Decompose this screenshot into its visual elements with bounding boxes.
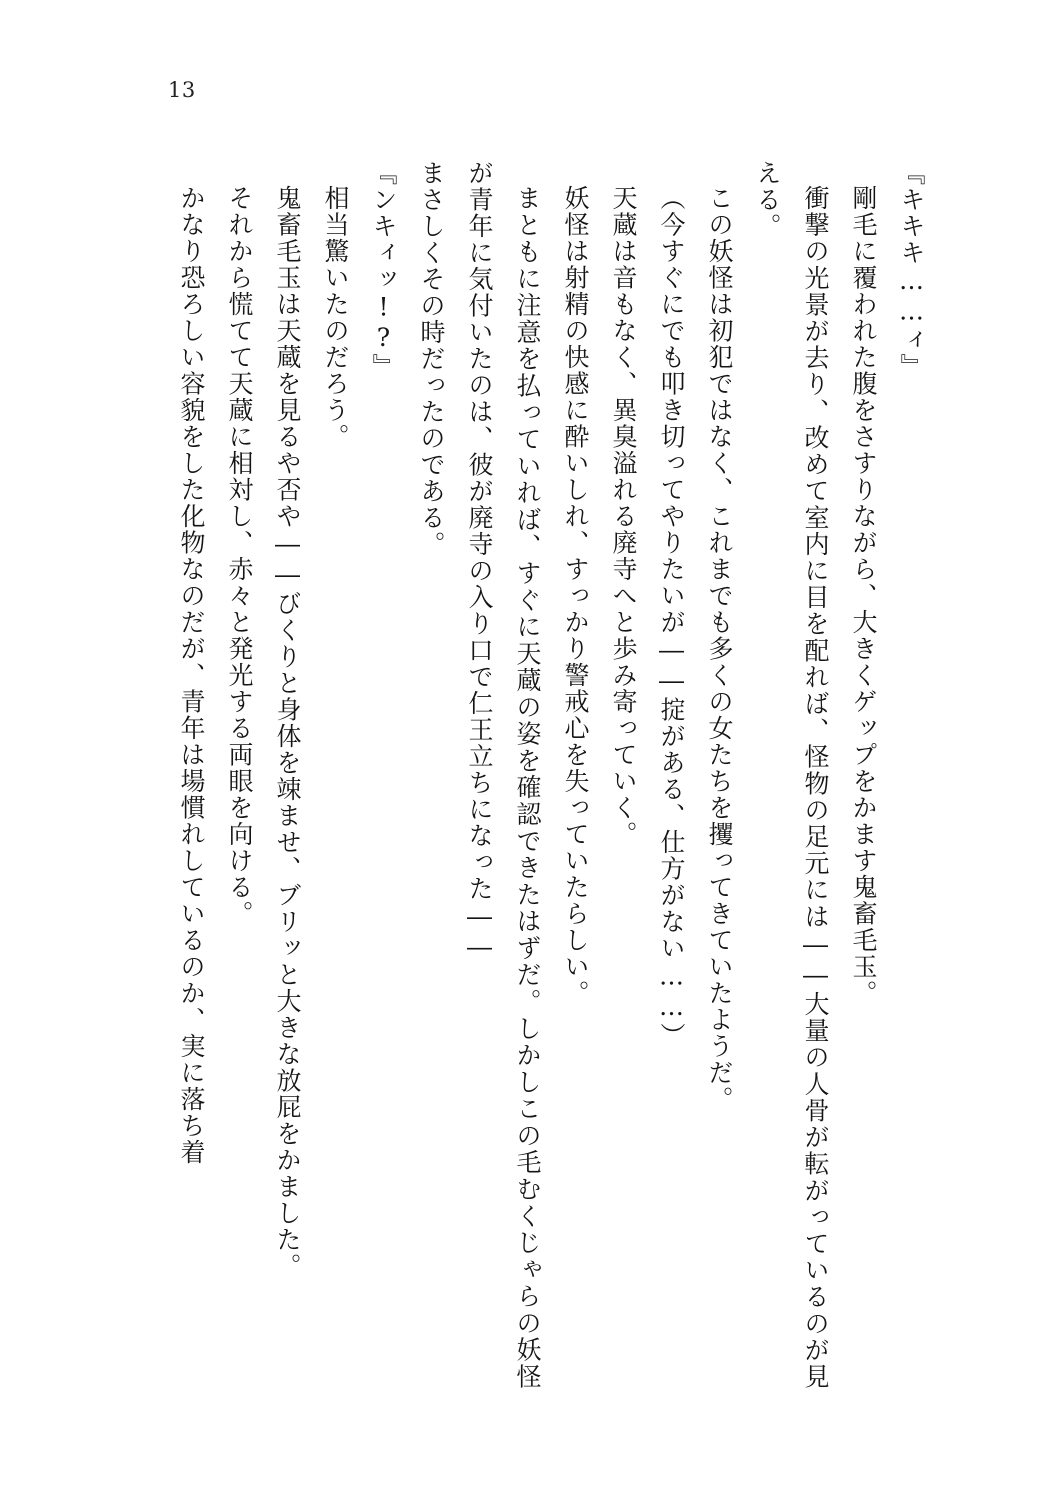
paragraph: 衝撃の光景が去り、改めて室内に目を配れば、怪物の足元には――大量の人骨が転がっているのが見える。 (753, 160, 830, 1390)
paragraph: 剛毛に覆われた腹をさすりながら、大きくゲップをかます鬼畜毛玉。 (849, 185, 878, 1007)
paragraph: まさしくその時だったのである。 (417, 160, 446, 558)
paragraph: 天蔵は音もなく、異臭溢れる廃寺へと歩み寄っていく。 (609, 185, 638, 848)
paragraph: 鬼畜毛玉は天蔵を見るや否や――びくりと身体を竦ませ、ブリッと大きな放屁をかました。 (273, 185, 302, 1280)
paragraph: 『ンキィッ!?』 (369, 160, 398, 380)
body-text (120, 160, 935, 1390)
paragraph: 相当驚いたのだろう。 (321, 185, 350, 450)
paragraph: 妖怪は射精の快感に酔いしれ、すっかり警戒心を失っていたらしい。 (561, 185, 590, 1007)
paragraph: それから慌てて天蔵に相対し、赤々と発光する両眼を向ける。 (225, 185, 254, 927)
paragraph: かなり恐ろしい容貌をした化物なのだが、青年は場慣れしているのか、実に落ち着 (177, 185, 206, 1166)
page-number: 13 (168, 78, 196, 102)
paragraph: 『キキキ……ィ』 (897, 160, 926, 380)
paragraph: まともに注意を払っていれば、すぐに天蔵の姿を確認できたはずだ。しかしこの毛むくじゃらの妖怪が青年に気付いたのは、彼が廃寺の入り口で仁王立ちになった―― (465, 160, 542, 1390)
paragraph: （今すぐにでも叩き切ってやりたいが――掟がある、仕方がない……） (657, 185, 686, 1049)
paragraph: この妖怪は初犯ではなく、これまでも多くの女たちを攫ってきていたようだ。 (705, 185, 734, 1113)
